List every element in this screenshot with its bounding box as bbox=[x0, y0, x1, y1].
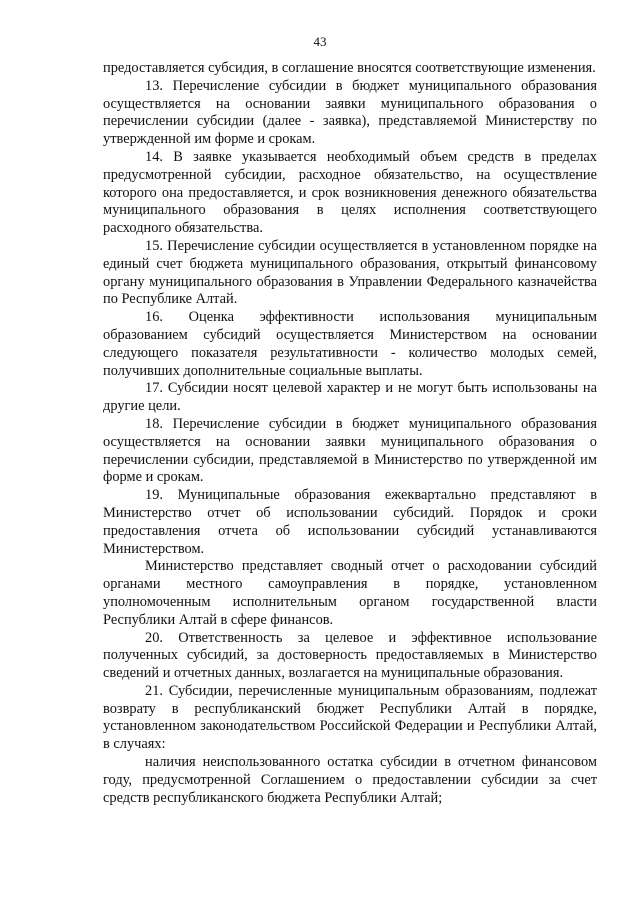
document-body bbox=[103, 60, 597, 807]
paragraph: 14. В заявке указывается необходимый объем средств в пределах предусмотренной субсидии, расходное обязательство, на осуществление которого она предоставляется, и срок возникновения денежного обязательства муниципального образования в целях исполнения соответствующего расходного обязательства. bbox=[103, 148, 597, 237]
paragraph: Министерство представляет сводный отчет о расходовании субсидий органами местного самоуправления в порядке, установленном уполномоченным исполнительным органом государственной власти Республики Алтай в сфере финансов. bbox=[103, 558, 597, 628]
paragraph: наличия неиспользованного остатка субсидии в отчетном финансовом году, предусмотренной Соглашением о предоставлении субсидии за счет средств республиканского бюджета Республики Алтай; bbox=[103, 754, 597, 806]
page-number: 43 bbox=[313, 34, 327, 49]
paragraph: 13. Перечисление субсидии в бюджет муниципального образования осуществляется на основании заявки муниципального образования о перечислении субсидии (далее - заявка), представляемой Министерству по утвержденной им форме и срокам. bbox=[103, 77, 597, 148]
paragraph: 15. Перечисление субсидии осуществляется в установленном порядке на единый счет бюджета муниципального образования, открытый финансовому органу муниципального образования в Управлении Федерального казначейства по Республике Алтай. bbox=[103, 237, 597, 308]
paragraph: 18. Перечисление субсидии в бюджет муниципального образования осуществляется на основании заявки муниципального образования о перечислении субсидии, представляемой в Министерство по утвержденной им форме и срокам. bbox=[103, 415, 597, 486]
paragraph: 19. Муниципальные образования ежеквартально представляют в Министерство отчет об использовании субсидий. Порядок и сроки предоставления отчета об использовании субсидий устанавливаются Министерством. bbox=[103, 487, 597, 557]
paragraph: предоставляется субсидия, в соглашение вносятся соответствующие изменения. bbox=[103, 60, 596, 76]
paragraph: 20. Ответственность за целевое и эффективное использование полученных субсидий, за достоверность предоставляемых в Министерство сведений и отчетных данных, возлагается на муниципальные образования. bbox=[103, 629, 597, 682]
paragraph: 16. Оценка эффективности использования муниципальным образованием субсидий осуществляется Министерством на основании следующего показателя результативности - количество молодых семей, получивших дополнительные социальные выплаты. bbox=[103, 309, 597, 379]
paragraph: 21. Субсидии, перечисленные муниципальным образованиям, подлежат возврату в республиканский бюджет Республики Алтай в порядке, установленном законодательством Российской Федерации и Республики Алтай, в случаях: bbox=[103, 682, 597, 753]
paragraph: 17. Субсидии носят целевой характер и не могут быть использованы на другие цели. bbox=[103, 380, 597, 415]
